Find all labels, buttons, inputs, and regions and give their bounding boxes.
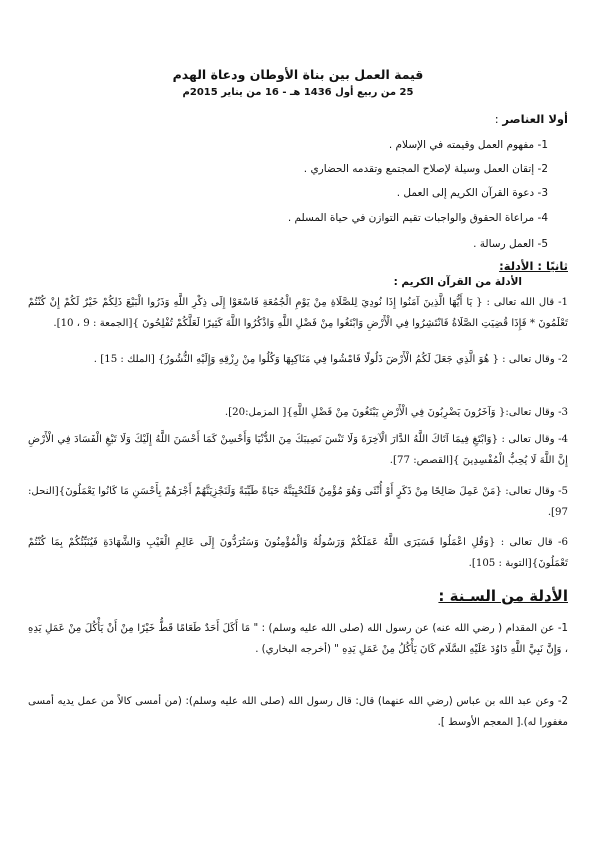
elements-heading-text: أولا العناصر <box>502 112 568 126</box>
element-item-3: 3- دعوة القرآن الكريم إلى العمل . <box>396 187 548 199</box>
element-item-2: 2- إتقان العمل وسيلة لإصلاح المجتمع وتقدمه الحضاري . <box>303 163 548 175</box>
quran-verse-2: 2- وقال تعالى : { هُوَ الَّذِي جَعَلَ لَكُمُ الْأَرْضَ ذَلُولًا فَامْشُوا فِي مَنَاكِبِهَا وَكُلُوا مِنْ رِزْقِهِ وَإِلَيْهِ النُّشُورُ} [الملك : 15] . <box>93 354 568 365</box>
quran-verse-4: 4- وقال تعالى : {وَابْتَغِ فِيمَا آتَاكَ اللَّهُ الدَّارَ الْآخِرَةَ وَلَا تَنْسَ نَصِيبَكَ مِنَ الدُّنْيَا وَأَحْسِنْ كَمَا أَحْسَنَ اللَّهُ إِلَيْكَ وَلَا تَبْغِ الْفَسَادَ فِي الْأَرْضِ إِنَّ اللَّهَ لَا يُحِبُّ الْمُفْسِدِينَ }[القصص: 77]. <box>28 434 568 466</box>
quran-verse-5: 5- وقال تعالى: {مَنْ عَمِلَ صَالِحًا مِنْ ذَكَرٍ أَوْ أُنْثَى وَهُوَ مُؤْمِنٌ فَلَنُحْيِيَنَّهُ حَيَاةً طَيِّبَةً وَلَنَجْزِيَنَّهُمْ أَجْرَهُمْ بِأَحْسَنِ مَا كَانُوا يَعْمَلُونَ}[النحل: 97]. <box>28 486 568 518</box>
elements-heading-suffix: : <box>494 112 503 126</box>
document-title: قيمة العمل بين بناة الأوطان ودعاة الهدم <box>172 67 424 82</box>
elements-heading <box>28 112 568 126</box>
sunnah-evidence-heading: الأدلة من السـنة : <box>438 587 568 605</box>
hadith-2: 2- وعن عبد الله بن عباس (رضي الله عنهما) قال: قال رسول الله (صلى الله عليه وسلم): (من أمسى كالاً من عمل يديه أمسى مغفورا له).[ المعجم الأوسط ]. <box>28 696 568 728</box>
element-item-4: 4- مراعاة الحقوق والواجبات تقيم التوازن في حياة المسلم . <box>287 212 548 224</box>
quran-verse-6: 6- قال تعالى : {وَقُلِ اعْمَلُوا فَسَيَرَى اللَّهُ عَمَلَكُمْ وَرَسُولُهُ وَالْمُؤْمِنُونَ وَسَتُرَدُّونَ إِلَى عَالِمِ الْغَيْبِ وَالشَّهَادَةِ فَيُنَبِّئُكُمْ بِمَا كُنْتُمْ تَعْمَلُونَ}[التوبة : 105]. <box>28 537 568 569</box>
document-date: 25 من ربيع أول 1436 هـ - 16 من يناير 2015م <box>182 87 414 98</box>
quran-evidence-heading: الأدلة من القرآن الكريم : <box>393 276 522 288</box>
element-item-1: 1- مفهوم العمل وقيمته في الإسلام . <box>388 139 548 151</box>
hadith-1: 1- عن المقدام ( رضي الله عنه) عن رسول الله (صلى الله عليه وسلم) : " مَا أَكَلَ أَحَدٌ طَعَامًا قَطُّ خَيْرًا مِنْ أَنْ يَأْكُلَ مِنْ عَمَلِ يَدِهِ ، وَإِنَّ نَبِيَّ اللَّهِ دَاوُدَ عَلَيْهِ السَّلَام كَانَ يَأْكُلُ مِنْ عَمَلِ يَدِهِ " (أخرجه البخاري) . <box>28 623 568 655</box>
evidence-heading: ثانيًا : الأدلة: <box>499 259 568 273</box>
quran-verse-3: 3- وقال تعالى:{ وَآخَرُونَ يَضْرِبُونَ فِي الْأَرْضِ يَبْتَغُونَ مِنْ فَضْلِ اللَّهِ}[ المزمل:20]. <box>224 407 568 418</box>
quran-verse-1: 1- قال الله تعالى : { يَا أَيُّهَا الَّذِينَ آمَنُوا إِذَا نُودِيَ لِلصَّلَاةِ مِنْ يَوْمِ الْجُمُعَةِ فَاسْعَوْا إِلَى ذِكْرِ اللَّهِ وَذَرُوا الْبَيْعَ ذَلِكُمْ خَيْرٌ لَكُمْ إِنْ كُنْتُمْ تَعْلَمُونَ * فَإِذَا قُضِيَتِ الصَّلَاةُ فَانْتَشِرُوا فِي الْأَرْضِ وَابْتَغُوا مِنْ فَضْلِ اللَّهِ وَاذْكُرُوا اللَّهَ كَثِيرًا لَعَلَّكُمْ تُفْلِحُونَ }[الجمعة : 9 ، 10]. <box>28 297 568 329</box>
element-item-5: 5- العمل رسالة . <box>473 238 548 250</box>
